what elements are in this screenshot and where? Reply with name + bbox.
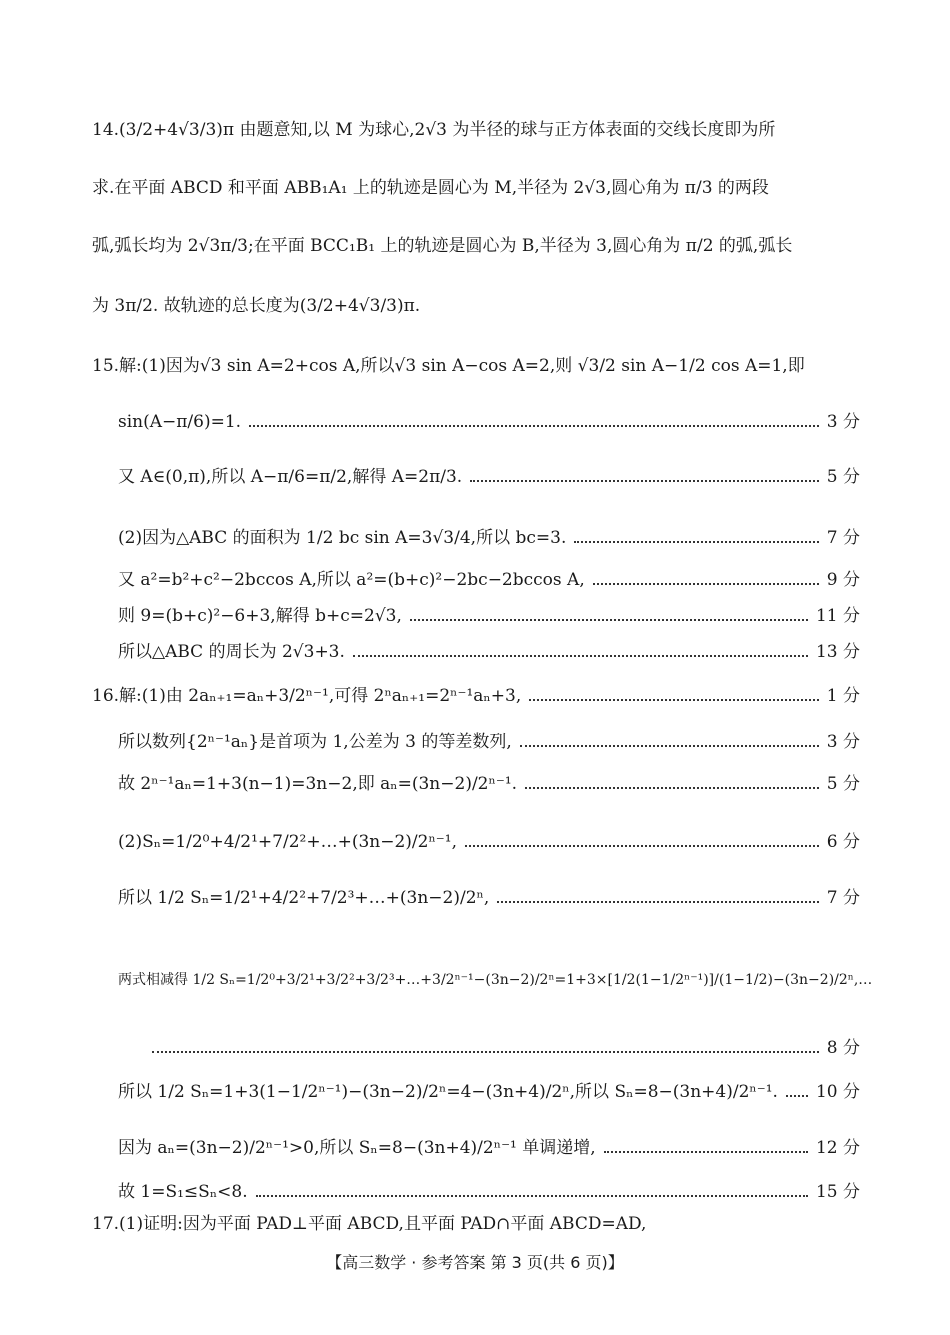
q16-line-4 bbox=[118, 830, 860, 854]
q15-score-6: 11 分 bbox=[815, 606, 860, 626]
leader-dots bbox=[574, 541, 818, 543]
q16-score-4: 6 分 bbox=[826, 832, 860, 852]
q16-line-6: 两式相减得 1/2 Sₙ=1/2⁰+3/2¹+3/2²+3/2³+…+3/2ⁿ⁻¹−(3n−2)/2ⁿ=1+3×[1/2(1−1/2ⁿ⁻¹)]/(1−1/2)−(3n−2)/2ⁿ,… bbox=[118, 972, 873, 988]
q16-score-9: 12 分 bbox=[815, 1138, 860, 1158]
leader-dots bbox=[465, 845, 819, 847]
q16-line-10-text: 故 1=S₁≤Sₙ<8. bbox=[118, 1182, 248, 1202]
q15-score-5: 9 分 bbox=[826, 570, 860, 590]
q16-line-9 bbox=[118, 1136, 860, 1160]
q14-line-4: 为 3π/2. 故轨迹的总长度为(3/2+4√3/3)π. bbox=[92, 296, 421, 316]
q15-line-7-text: 所以△ABC 的周长为 2√3+3. bbox=[118, 642, 345, 662]
q15-score-3: 5 分 bbox=[826, 467, 860, 487]
page-footer: 【高三数学 · 参考答案 第 3 页(共 6 页)】 bbox=[326, 1253, 624, 1272]
q16-score-7: 8 分 bbox=[826, 1038, 860, 1058]
q15-line-1: 15.解:(1)因为√3 sin A=2+cos A,所以√3 sin A−cos A=2,则 √3/2 sin A−1/2 cos A=1,即 bbox=[92, 356, 805, 376]
q16-line-7 bbox=[152, 1036, 860, 1060]
q15-line-2-text: sin(A−π/6)=1. bbox=[118, 412, 242, 432]
q14-line-1: 14.(3/2+4√3/3)π 由题意知,以 M 为球心,2√3 为半径的球与正方体表面的交线长度即为所 bbox=[92, 120, 776, 140]
q16-line-2 bbox=[118, 730, 860, 754]
leader-dots bbox=[520, 745, 819, 747]
q15-line-5 bbox=[118, 568, 860, 592]
q16-line-3 bbox=[118, 772, 860, 796]
q15-line-7 bbox=[118, 640, 860, 664]
leader-dots bbox=[353, 655, 808, 657]
leader-dots bbox=[470, 480, 819, 482]
q14-line-3: 弧,弧长均为 2√3π/3;在平面 BCC₁B₁ 上的轨迹是圆心为 B,半径为 3,圆心角为 π/2 的弧,弧长 bbox=[92, 236, 793, 256]
q16-line-1-text: 16.解:(1)由 2aₙ₊₁=aₙ+3/2ⁿ⁻¹,可得 2ⁿaₙ₊₁=2ⁿ⁻¹aₙ+3, bbox=[92, 686, 522, 706]
q15-line-4-text: (2)因为△ABC 的面积为 1/2 bc sin A=3√3/4,所以 bc=3. bbox=[118, 528, 567, 548]
q16-line-10 bbox=[118, 1180, 860, 1204]
q15-score-2: 3 分 bbox=[826, 412, 860, 432]
leader-dots bbox=[249, 425, 819, 427]
leader-dots bbox=[593, 583, 819, 585]
q16-score-3: 5 分 bbox=[826, 774, 860, 794]
q17-line-1: 17.(1)证明:因为平面 PAD⊥平面 ABCD,且平面 PAD∩平面 ABCD=AD, bbox=[92, 1214, 647, 1234]
q16-line-5-text: 所以 1/2 Sₙ=1/2¹+4/2²+7/2³+…+(3n−2)/2ⁿ, bbox=[118, 888, 490, 908]
leader-dots bbox=[786, 1095, 808, 1097]
q16-line-5 bbox=[118, 886, 860, 910]
leader-dots bbox=[410, 619, 808, 621]
q16-score-2: 3 分 bbox=[826, 732, 860, 752]
leader-dots bbox=[529, 699, 819, 701]
q15-line-5-text: 又 a²=b²+c²−2bccos A,所以 a²=(b+c)²−2bc−2bccos A, bbox=[118, 570, 585, 590]
q16-score-10: 15 分 bbox=[815, 1182, 860, 1202]
q15-line-3-text: 又 A∈(0,π),所以 A−π/6=π/2,解得 A=2π/3. bbox=[118, 467, 463, 487]
leader-dots bbox=[525, 787, 819, 789]
q16-line-1 bbox=[92, 684, 860, 708]
leader-dots bbox=[256, 1195, 808, 1197]
q16-score-1: 1 分 bbox=[826, 686, 860, 706]
q16-line-4-text: (2)Sₙ=1/2⁰+4/2¹+7/2²+…+(3n−2)/2ⁿ⁻¹, bbox=[118, 832, 458, 852]
q15-line-3 bbox=[118, 465, 860, 489]
q16-line-9-text: 因为 aₙ=(3n−2)/2ⁿ⁻¹>0,所以 Sₙ=8−(3n+4)/2ⁿ⁻¹ 单调递增, bbox=[118, 1138, 596, 1158]
q16-line-3-text: 故 2ⁿ⁻¹aₙ=1+3(n−1)=3n−2,即 aₙ=(3n−2)/2ⁿ⁻¹. bbox=[118, 774, 518, 794]
leader-dots bbox=[604, 1151, 808, 1153]
leader-dots bbox=[497, 901, 818, 903]
q15-line-4 bbox=[118, 526, 860, 550]
q16-score-8: 10 分 bbox=[815, 1082, 860, 1102]
q16-line-8 bbox=[118, 1080, 860, 1104]
q16-score-5: 7 分 bbox=[826, 888, 860, 908]
q15-line-6 bbox=[118, 604, 860, 628]
q14-line-2: 求.在平面 ABCD 和平面 ABB₁A₁ 上的轨迹是圆心为 M,半径为 2√3,圆心角为 π/3 的两段 bbox=[92, 178, 769, 198]
q15-score-7: 13 分 bbox=[815, 642, 860, 662]
leader-dots bbox=[152, 1051, 819, 1053]
q15-line-2 bbox=[118, 410, 860, 434]
q15-line-6-text: 则 9=(b+c)²−6+3,解得 b+c=2√3, bbox=[118, 606, 402, 626]
q16-line-2-text: 所以数列{2ⁿ⁻¹aₙ}是首项为 1,公差为 3 的等差数列, bbox=[118, 732, 512, 752]
q15-score-4: 7 分 bbox=[826, 528, 860, 548]
q16-line-8-text: 所以 1/2 Sₙ=1+3(1−1/2ⁿ⁻¹)−(3n−2)/2ⁿ=4−(3n+4)/2ⁿ,所以 Sₙ=8−(3n+4)/2ⁿ⁻¹. bbox=[118, 1082, 778, 1102]
